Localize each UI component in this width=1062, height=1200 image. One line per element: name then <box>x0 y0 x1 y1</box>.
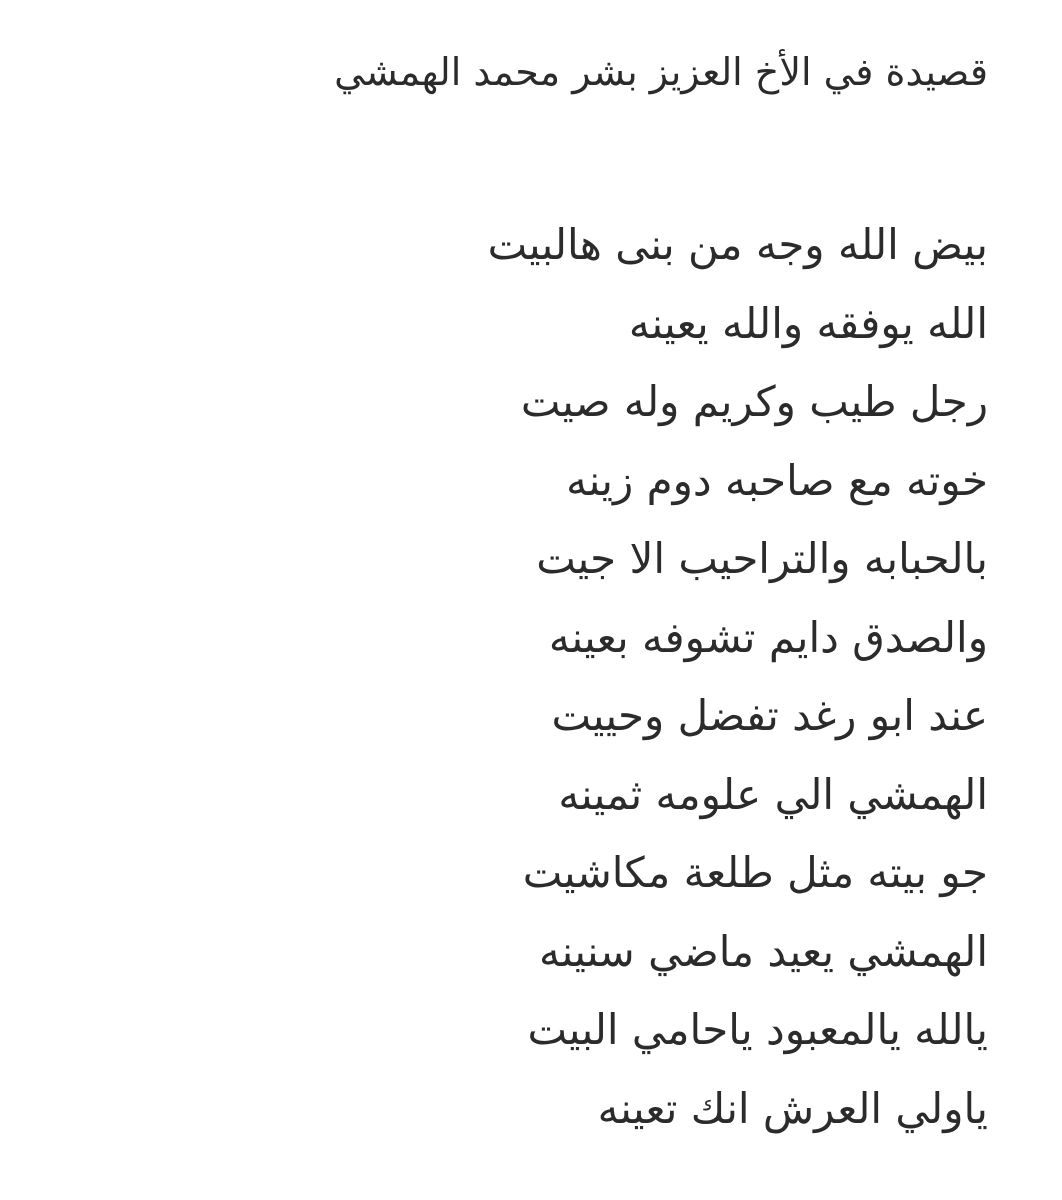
poem-verse-7: عند ابو رغد تفضل وحييت <box>551 691 988 740</box>
poem-verse-1: بيض الله وجه من بنى هالبيت <box>487 220 988 269</box>
poem-verse-11: يالله يالمعبود ياحامي البيت <box>527 1005 988 1054</box>
poem-verse-5: بالحبابه والتراحيب الا جيت <box>536 534 988 583</box>
poem-verse-3: رجل طيب وكريم وله صيت <box>520 377 988 426</box>
poem-verses <box>488 206 988 1148</box>
poem-verse-10: الهمشي يعيد ماضي سنينه <box>539 926 988 976</box>
poem-verse-2: الله يوفقه والله يعينه <box>628 298 988 348</box>
poem-verse-12: ياولي العرش انك تعينه <box>597 1083 988 1133</box>
poem-title: قصيدة في الأخ العزيز بشر محمد الهمشي <box>334 50 988 94</box>
poem-verse-4: خوته مع صاحبه دوم زينه <box>566 455 988 505</box>
poem-verse-9: جو بيته مثل طلعة مكاشيت <box>522 848 988 897</box>
poem-verse-6: والصدق دايم تشوفه بعينه <box>548 612 988 662</box>
poem-verse-8: الهمشي الي علومه ثمينه <box>558 769 988 819</box>
